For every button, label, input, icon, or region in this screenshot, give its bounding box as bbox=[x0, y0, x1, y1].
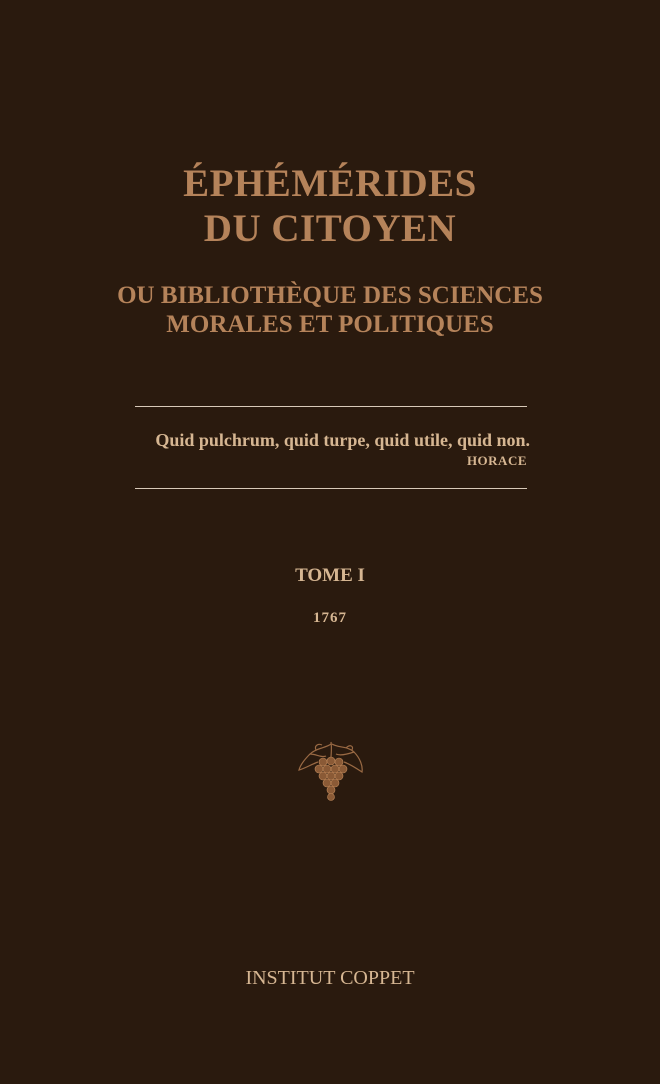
publisher-name: INSTITUT COPPET bbox=[245, 967, 415, 989]
epigraph-author: HORACE bbox=[466, 453, 527, 468]
volume-label: TOME I bbox=[295, 565, 365, 586]
title-line-1: ÉPHÉMÉRIDES bbox=[183, 162, 477, 205]
grape-cluster-icon bbox=[296, 740, 366, 804]
publication-year: 1767 bbox=[313, 610, 347, 626]
subtitle-line-2: MORALES ET POLITIQUES bbox=[166, 311, 494, 338]
epigraph-quote: Quid pulchrum, quid turpe, quid utile, quid non. bbox=[155, 430, 530, 450]
title-line-2: DU CITOYEN bbox=[203, 207, 457, 250]
top-divider bbox=[135, 406, 527, 407]
bottom-divider bbox=[135, 488, 527, 489]
subtitle-line-1: OU BIBLIOTHÈQUE DES SCIENCES bbox=[117, 282, 543, 309]
